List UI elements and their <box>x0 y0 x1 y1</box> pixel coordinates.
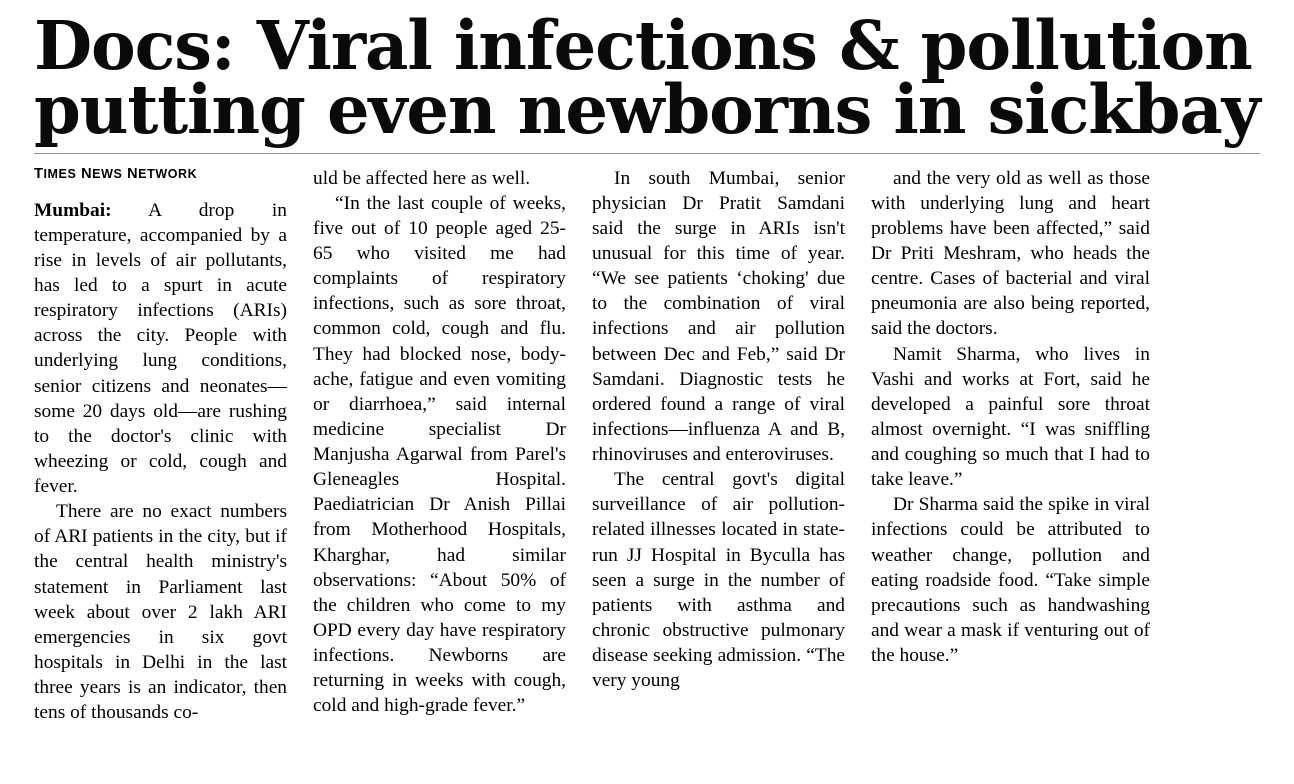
article-column-4 <box>871 166 1150 726</box>
paragraph: Namit Sharma, who lives in Vashi and works at Fort, said he developed a painful sore throat almost overnight. “I was sniffling and coughing so much that I had to take leave.” <box>871 343 1150 491</box>
byline: TIMES NEWS NETWORK <box>34 165 198 182</box>
paragraph: There are no exact numbers of ARI patients in the city, but if the central health ministry's statement in Parliament last week about over 2 lakh ARI emergencies in six govt hospitals in Delhi in the last three years is an indicator, then tens of thousands co- <box>34 501 287 724</box>
page-title <box>0 0 1294 150</box>
paragraph: The central govt's digital surveillance of air pollution-related illnesses located in state-run JJ Hospital in Byculla has seen a surge in the number of patients with asthma and chronic obstructive pulmonary disease seeking admission. “The very young <box>592 469 845 692</box>
article-column-1 <box>34 166 313 726</box>
headline-line-2: putting even newborns in sickbay <box>34 70 1260 150</box>
paragraph: In south Mumbai, senior physician Dr Pratit Samdani said the surge in ARIs isn't unusual for this time of year. “We see patients ‘choking' due to the combination of viral infections and air pollution between Dec and Feb,” said Dr Samdani. Diagnostic tests he ordered found a range of viral infections—influenza A and B, rhinoviruses and enteroviruses. <box>592 167 845 465</box>
paragraph: Mumbai: A drop in temperature, accompanied by a rise in levels of air pollutants, has led to a spurt in acute respiratory infections (ARIs) across the city. People with underlying lung conditions, senior citizens and neonates—some 20 days old—are rushing to the doctor's clinic with wheezing or cold, cough and fever. <box>34 199 287 497</box>
paragraph: and the very old as well as those with underlying lung and heart problems have been affected,” said Dr Priti Meshram, who heads the centre. Cases of bacterial and viral pneumonia are also being reported, said the doctors. <box>871 167 1150 340</box>
paragraph: “In the last couple of weeks, five out of 10 people aged 25-65 who visited me had complaints of respiratory infections, such as sore throat, common cold, cough and flu. They had blocked nose, body-ache, fatigue and even vomiting or diarrhoea,” said internal medicine specialist Dr Manjusha Agarwal from Parel's Gleneagles Hospital. Paediatrician Dr Anish Pillai from Motherhood Hospitals, Kharghar, had similar observations: “About 50% of the children who come to my OPD every day have respiratory infections. Newborns are returning in weeks with cough, cold and high-grade fever.” <box>313 192 566 717</box>
paragraph: uld be affected here as well. <box>313 167 531 189</box>
headline-line-1: Docs: Viral infections & pollution <box>34 6 1252 85</box>
article-column-3 <box>592 166 871 726</box>
article-columns <box>0 154 1294 726</box>
paragraph: Dr Sharma said the spike in viral infections could be attributed to weather change, pollution and eating roadside food. “Take simple precautions such as handwashing and wear a mask if venturing out of the house.” <box>871 494 1150 666</box>
article-column-2 <box>313 166 592 726</box>
